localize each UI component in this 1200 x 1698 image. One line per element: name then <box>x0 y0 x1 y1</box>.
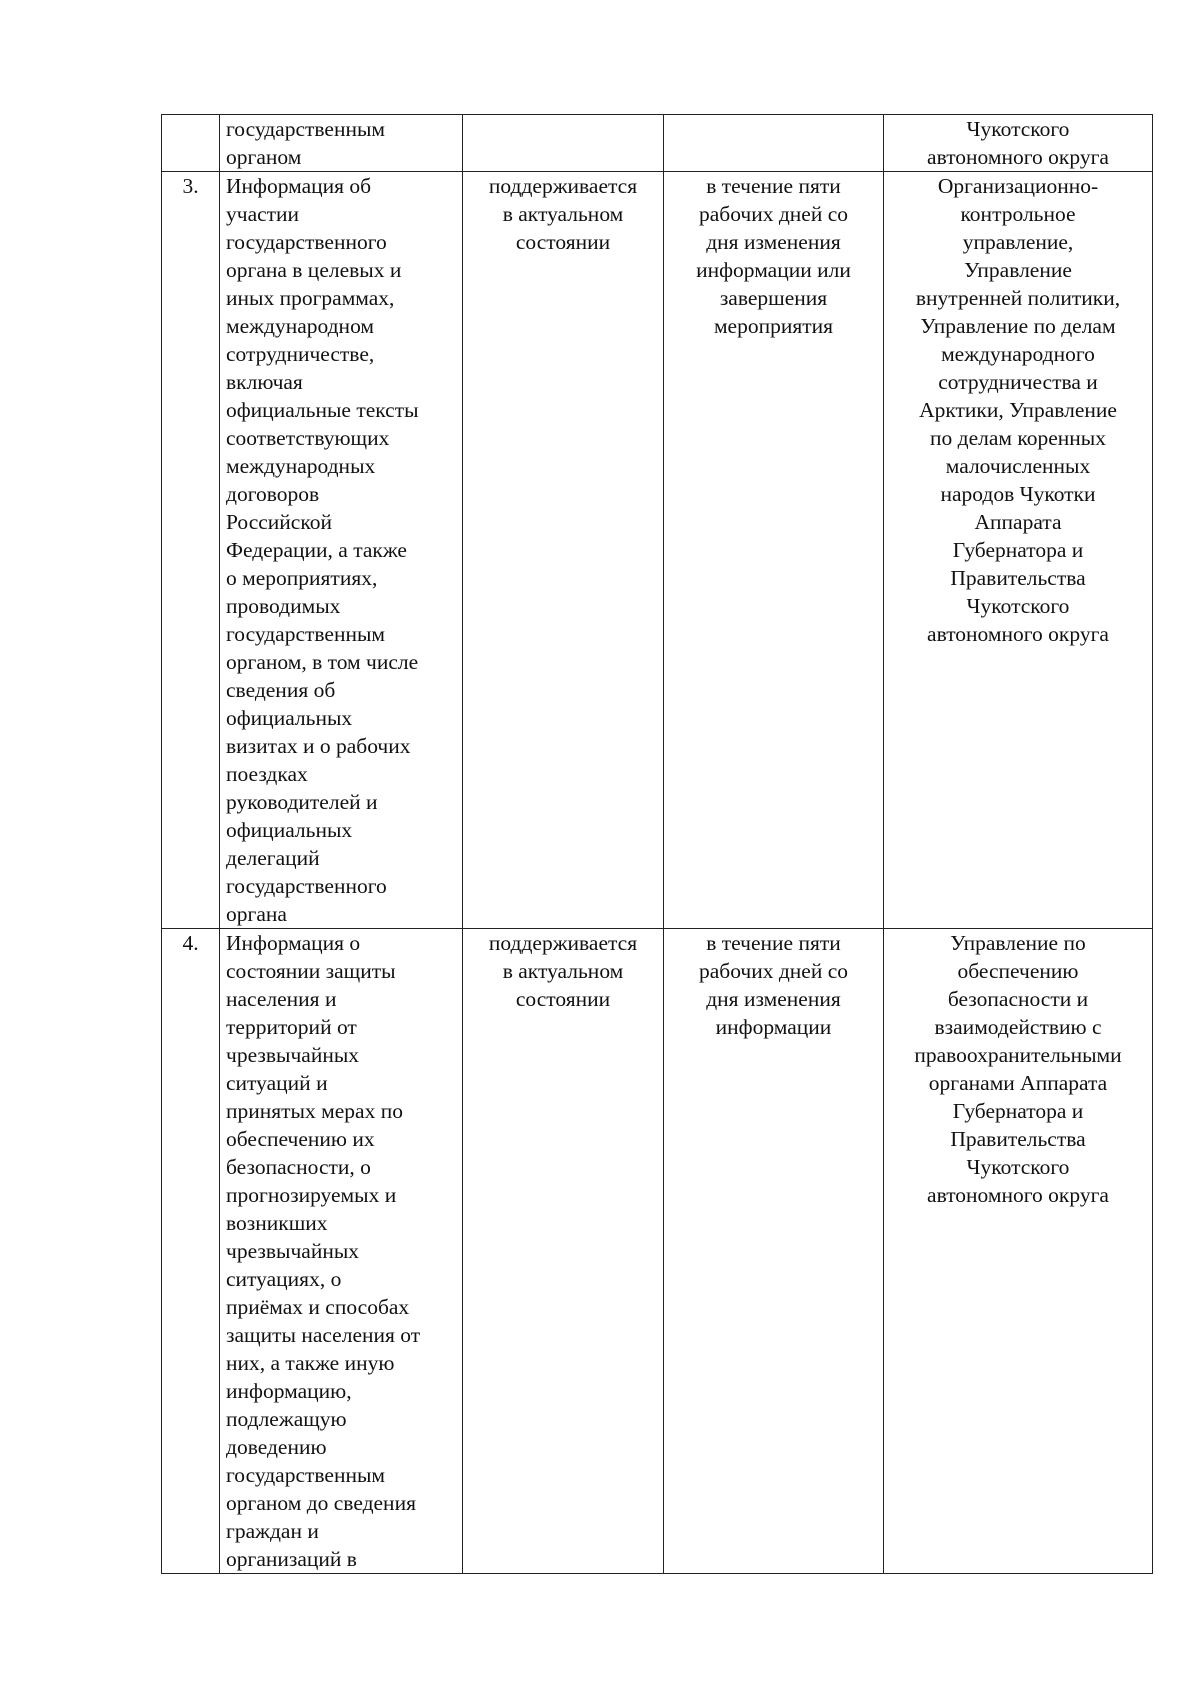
update-term-cell <box>664 115 884 172</box>
update-status-cell: поддерживается в актуальном состоянии <box>463 929 664 1574</box>
information-name-cell: государственным органом <box>220 115 463 172</box>
update-status-cell <box>463 115 664 172</box>
table-row <box>162 929 1153 1574</box>
update-term-cell: в течение пяти рабочих дней со дня изменения информации <box>664 929 884 1574</box>
update-status-cell: поддерживается в актуальном состоянии <box>463 172 664 929</box>
row-number-cell: 3. <box>162 172 220 929</box>
responsible-unit-cell: Чукотского автономного округа <box>884 115 1153 172</box>
row-number-cell: 4. <box>162 929 220 1574</box>
table-row <box>162 115 1153 172</box>
row-number-cell <box>162 115 220 172</box>
information-table <box>161 114 1153 1574</box>
responsible-unit-cell: Организационно- контрольное управление, Управление внутренней политики, Управление по делам международного сотрудничества и Арктики, Управление по делам коренных малочисленных народов Чукотки Аппарата Губернатора и Правительства Чукотского автономного округа <box>884 172 1153 929</box>
information-name-cell: Информация об участии государственного органа в целевых и иных программах, международном сотрудничестве, включая официальные тексты соответствующих международных договоров Российской Федерации, а также о мероприятиях, проводимых государственным органом, в том числе сведения об официальных визитах и о рабочих поездках руководителей и официальных делегаций государственного органа <box>220 172 463 929</box>
information-name-cell: Информация о состоянии защиты населения и территорий от чрезвычайных ситуаций и принятых мерах по обеспечению их безопасности, о прогнозируемых и возникших чрезвычайных ситуациях, о приёмах и способах защиты населения от них, а также иную информацию, подлежащую доведению государственным органом до сведения граждан и организаций в <box>220 929 463 1574</box>
table-row <box>162 172 1153 929</box>
update-term-cell: в течение пяти рабочих дней со дня изменения информации или завершения мероприятия <box>664 172 884 929</box>
responsible-unit-cell: Управление по обеспечению безопасности и взаимодействию с правоохранительными органами Аппарата Губернатора и Правительства Чукотского автономного округа <box>884 929 1153 1574</box>
